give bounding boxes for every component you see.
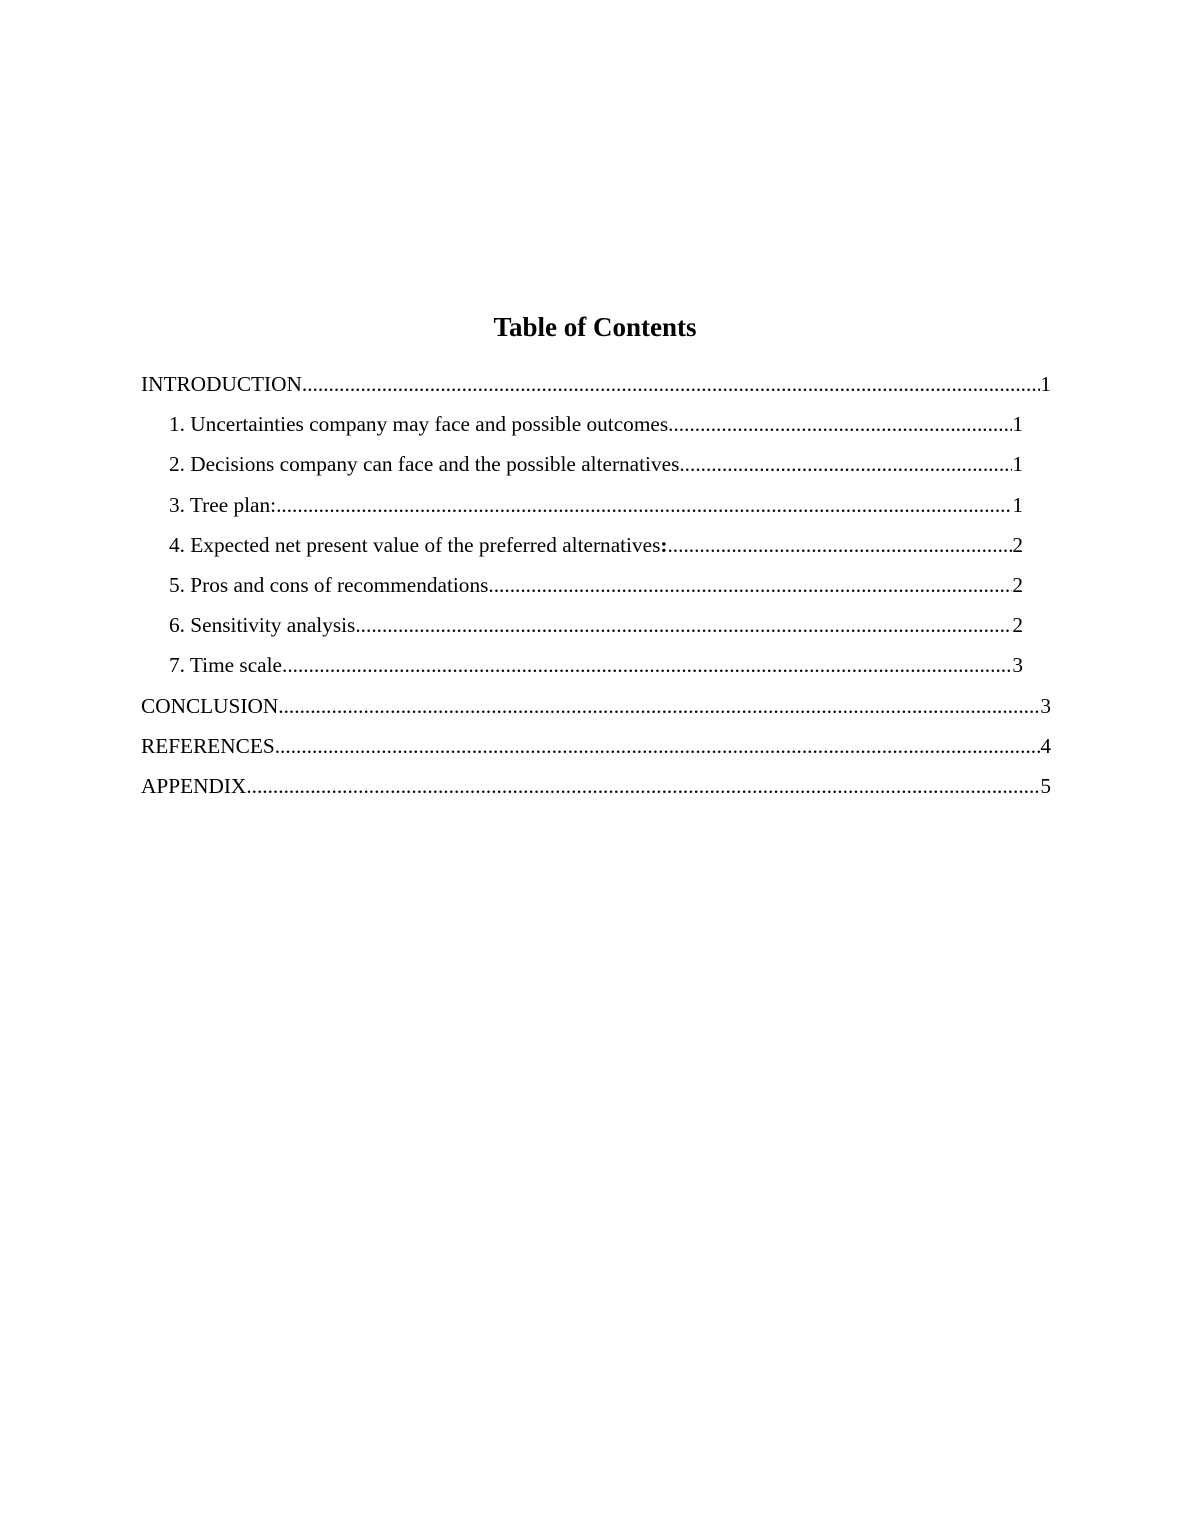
toc-entry[interactable]: [141, 565, 1023, 605]
toc-entry[interactable]: [141, 645, 1023, 685]
toc-entry[interactable]: [141, 485, 1023, 525]
toc-entry[interactable]: [141, 726, 1051, 766]
toc-dot-leader: [668, 404, 1012, 444]
toc-dot-leader: [275, 726, 1041, 766]
toc-entry-label: 3. Tree plan:: [169, 492, 277, 517]
toc-entry-label: CONCLUSION: [141, 693, 279, 718]
toc-entry-page: 3: [1012, 653, 1023, 678]
toc-entry-page: 4: [1040, 733, 1051, 758]
toc-dot-leader: [302, 364, 1040, 404]
toc-entry-page: 2: [1012, 532, 1023, 557]
toc-list: [141, 364, 1051, 806]
toc-entry-label: 5. Pros and cons of recommendations: [169, 572, 489, 597]
toc-dot-leader: [278, 686, 1040, 726]
toc-entry-label: REFERENCES: [141, 733, 275, 758]
toc-dot-leader: [488, 565, 1012, 605]
toc-dot-leader: [246, 766, 1040, 806]
toc-title: Table of Contents: [493, 312, 697, 342]
toc-entry-page: 1: [1012, 452, 1023, 477]
toc-entry-label: 6. Sensitivity analysis: [169, 613, 356, 638]
toc-dot-leader: [679, 444, 1012, 484]
toc-entry-label: 2. Decisions company can face and the possible alternatives: [169, 452, 680, 477]
toc-entry-page: 1: [1012, 492, 1023, 517]
toc-entry-label: 1. Uncertainties company may face and possible outcomes: [169, 412, 669, 437]
toc-dot-leader: [355, 605, 1012, 645]
toc-entry[interactable]: [141, 404, 1023, 444]
toc-entry[interactable]: [141, 605, 1023, 645]
toc-entry[interactable]: [141, 444, 1023, 484]
toc-entry-page: 2: [1012, 613, 1023, 638]
toc-entry-label: INTRODUCTION: [141, 372, 302, 396]
toc-entry-page: 2: [1012, 572, 1023, 597]
toc-entry-page: 1: [1012, 412, 1023, 437]
toc-dot-leader: [667, 525, 1012, 565]
toc-entry-page: 5: [1040, 773, 1051, 798]
toc-entry[interactable]: [141, 686, 1051, 726]
toc-entry-label: 4. Expected net present value of the preferred alternatives:: [169, 532, 668, 557]
toc-dot-leader: [276, 485, 1012, 525]
toc-entry[interactable]: [141, 364, 1051, 404]
toc-entry-label: APPENDIX: [141, 773, 247, 798]
toc-dot-leader: [282, 645, 1012, 685]
toc-entry[interactable]: [141, 525, 1023, 565]
toc-entry-label: 7. Time scale: [169, 653, 282, 678]
toc-entry-page: 1: [1040, 372, 1051, 396]
toc-entry[interactable]: [141, 766, 1051, 806]
toc-entry-page: 3: [1040, 693, 1051, 718]
